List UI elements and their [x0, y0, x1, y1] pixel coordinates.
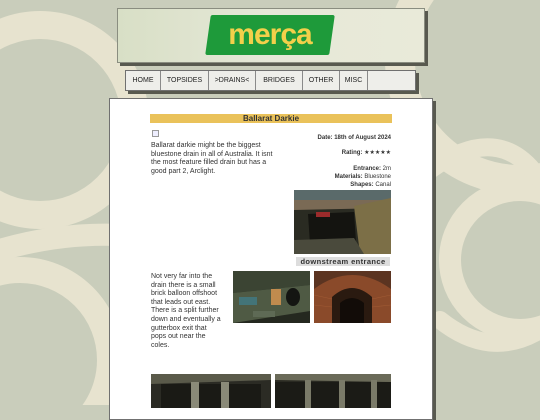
- date-text: Date: 18th of August 2024: [317, 135, 391, 141]
- nav-home[interactable]: HOME: [126, 71, 161, 90]
- shapes-value: Canal: [375, 182, 391, 188]
- rating-label: Rating:: [341, 150, 363, 156]
- main-nav: [125, 70, 416, 91]
- body-text: Not very far into the drain there is a small brick balloon offshoot that leads out east. There is a split further down and eventually a gutterbox exit that pops out near the coles.: [151, 273, 221, 349]
- photo-downstream-entrance[interactable]: [294, 190, 391, 254]
- site-logo[interactable]: [205, 15, 335, 55]
- nav-topsides[interactable]: TOPSIDES: [161, 71, 209, 90]
- content-panel: [109, 98, 433, 420]
- broken-image-icon: [152, 130, 159, 137]
- entrance-value: 2m: [382, 166, 391, 172]
- photo-tunnel-graffiti[interactable]: [233, 271, 310, 323]
- nav-bridges[interactable]: BRIDGES: [256, 71, 303, 90]
- shapes-label: Shapes:: [350, 182, 374, 188]
- page-title: Ballarat Darkie: [150, 114, 392, 123]
- entrance-label: Entrance:: [353, 166, 381, 172]
- caption-downstream-entrance: downstream entrance: [296, 257, 390, 266]
- materials-label: Materials:: [334, 174, 363, 180]
- site-banner: [117, 8, 425, 63]
- photo-brick-balloon[interactable]: [314, 271, 391, 323]
- intro-text: Ballarat darkie might be the biggest bluestone drain in all of Australia. It isnt the most feature filled drain but has a good part 2, Arclight.: [151, 142, 273, 175]
- photo-tunnel-2[interactable]: [275, 374, 391, 408]
- nav-misc[interactable]: MISC: [340, 71, 368, 90]
- drain-meta: [281, 135, 391, 189]
- nav-other[interactable]: OTHER: [303, 71, 340, 90]
- rating-stars: ★★★★★: [364, 150, 391, 156]
- logo-text: merça: [228, 18, 312, 51]
- photo-tunnel-1[interactable]: [151, 374, 271, 408]
- materials-value: Bluestone: [364, 174, 391, 180]
- nav-drains[interactable]: >DRAINS<: [209, 71, 256, 90]
